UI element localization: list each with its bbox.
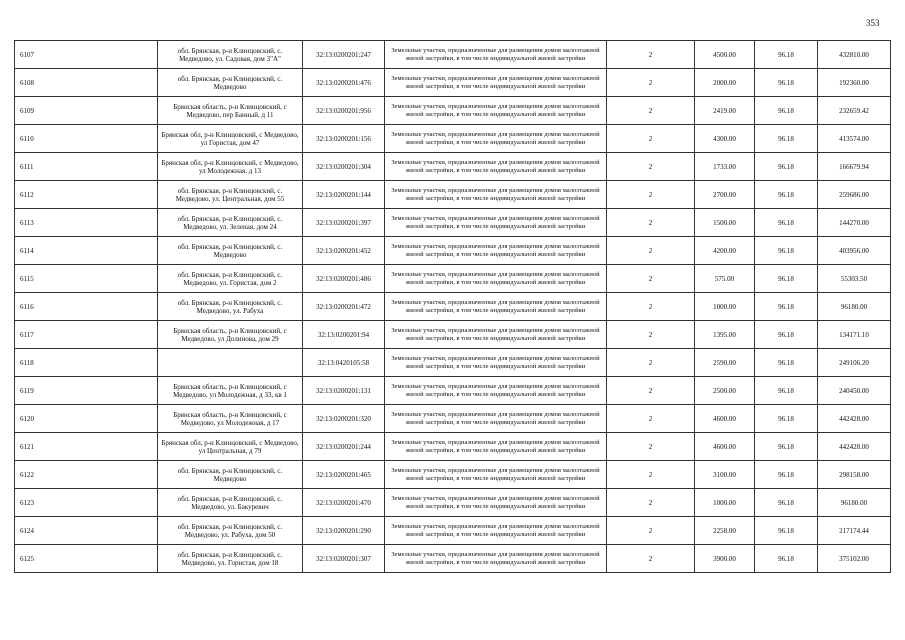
cadastral-value-cell: 96180.00 [818,293,891,321]
group-cell: 2 [607,461,695,489]
unit-rate-cell: 96.18 [755,153,818,181]
permitted-use-cell: Земельные участки, предназначенные для размещения домов малоэтажной жилой застройки, в том числе индивидуальной жилой застройки [385,517,607,545]
unit-rate-cell: 96.18 [755,517,818,545]
area-cell: 2000.00 [695,69,755,97]
group-cell: 2 [607,349,695,377]
table-row [15,405,891,433]
address-cell: Брянская область, р-н Клинцовский, с Медведово, ул Молодежная, д 17 [158,405,303,433]
cadastral-value-cell: 298158.00 [818,461,891,489]
permitted-use-cell: Земельные участки, предназначенные для размещения домов малоэтажной жилой застройки, в том числе индивидуальной жилой застройки [385,265,607,293]
permitted-use-cell: Земельные участки, предназначенные для размещения домов малоэтажной жилой застройки, в том числе индивидуальной жилой застройки [385,153,607,181]
cadastral-number-cell: 32:13:0200201:465 [303,461,385,489]
group-cell: 2 [607,377,695,405]
cadastral-number-cell: 32:13:0200201:397 [303,209,385,237]
cadastral-number-cell: 32:13:0200201:131 [303,377,385,405]
cadastral-value-cell: 240450.00 [818,377,891,405]
row-number-cell: 6125 [15,545,158,573]
group-cell: 2 [607,209,695,237]
cadastral-value-cell: 217174.44 [818,517,891,545]
row-number-cell: 6122 [15,461,158,489]
cadastral-number-cell: 32:13:0200201:244 [303,433,385,461]
permitted-use-cell: Земельные участки, предназначенные для размещения домов малоэтажной жилой застройки, в том числе индивидуальной жилой застройки [385,125,607,153]
permitted-use-cell: Земельные участки, предназначенные для размещения домов малоэтажной жилой застройки, в том числе индивидуальной жилой застройки [385,433,607,461]
address-cell: обл. Брянская, р-н Клинцовский, с. Медведово, ул. Садовая, дом 3"А" [158,41,303,69]
group-cell: 2 [607,265,695,293]
unit-rate-cell: 96.18 [755,461,818,489]
permitted-use-cell: Земельные участки, предназначенные для размещения домов малоэтажной жилой застройки, в том числе индивидуальной жилой застройки [385,349,607,377]
row-number-cell: 6109 [15,97,158,125]
cadastral-number-cell: 32:13:0200201:956 [303,97,385,125]
permitted-use-cell: Земельные участки, предназначенные для размещения домов малоэтажной жилой застройки, в том числе индивидуальной жилой застройки [385,377,607,405]
unit-rate-cell: 96.18 [755,97,818,125]
cadastral-value-cell: 249106.20 [818,349,891,377]
cadastral-value-cell: 166679.94 [818,153,891,181]
group-cell: 2 [607,181,695,209]
table-row [15,293,891,321]
row-number-cell: 6110 [15,125,158,153]
permitted-use-cell: Земельные участки, предназначенные для размещения домов малоэтажной жилой застройки, в том числе индивидуальной жилой застройки [385,209,607,237]
cadastral-number-cell: 32:13:0200201:452 [303,237,385,265]
table-row [15,461,891,489]
cadastral-number-cell: 32:13:0200201:470 [303,489,385,517]
cadastral-number-cell: 32:13:0200201:320 [303,405,385,433]
cadastral-number-cell: 32:13:0200201:94 [303,321,385,349]
group-cell: 2 [607,433,695,461]
permitted-use-cell: Земельные участки, предназначенные для размещения домов малоэтажной жилой застройки, в том числе индивидуальной жилой застройки [385,69,607,97]
table-row [15,377,891,405]
table-row [15,433,891,461]
area-cell: 4600.00 [695,433,755,461]
unit-rate-cell: 96.18 [755,69,818,97]
address-cell: Брянская обл, р-н Клинцовский, с Медведово, ул Молодежная, д 13 [158,153,303,181]
row-number-cell: 6124 [15,517,158,545]
row-number-cell: 6123 [15,489,158,517]
permitted-use-cell: Земельные участки, предназначенные для размещения домов малоэтажной жилой застройки, в том числе индивидуальной жилой застройки [385,181,607,209]
cadastral-value-cell: 55303.50 [818,265,891,293]
row-number-cell: 6108 [15,69,158,97]
cadastral-number-cell: 32:13:0200201:144 [303,181,385,209]
area-cell: 3900.00 [695,545,755,573]
permitted-use-cell: Земельные участки, предназначенные для размещения домов малоэтажной жилой застройки, в том числе индивидуальной жилой застройки [385,97,607,125]
unit-rate-cell: 96.18 [755,237,818,265]
group-cell: 2 [607,517,695,545]
area-cell: 1395.00 [695,321,755,349]
table-row [15,517,891,545]
unit-rate-cell: 96.18 [755,405,818,433]
unit-rate-cell: 96.18 [755,181,818,209]
cadastral-value-table [14,40,891,573]
group-cell: 2 [607,125,695,153]
row-number-cell: 6121 [15,433,158,461]
cadastral-value-cell: 96180.00 [818,489,891,517]
group-cell: 2 [607,153,695,181]
table-row [15,181,891,209]
area-cell: 1500.00 [695,209,755,237]
group-cell: 2 [607,489,695,517]
unit-rate-cell: 96.18 [755,349,818,377]
table-row [15,153,891,181]
cadastral-value-cell: 259686.00 [818,181,891,209]
row-number-cell: 6115 [15,265,158,293]
row-number-cell: 6116 [15,293,158,321]
cadastral-number-cell: 32:13:0200201:472 [303,293,385,321]
area-cell: 2419.00 [695,97,755,125]
table-row [15,237,891,265]
permitted-use-cell: Земельные участки, предназначенные для размещения домов малоэтажной жилой застройки, в том числе индивидуальной жилой застройки [385,405,607,433]
unit-rate-cell: 96.18 [755,489,818,517]
row-number-cell: 6117 [15,321,158,349]
table-row [15,41,891,69]
permitted-use-cell: Земельные участки, предназначенные для размещения домов малоэтажной жилой застройки, в том числе индивидуальной жилой застройки [385,321,607,349]
address-cell: обл. Брянская, р-н Клинцовский, с. Медведово, ул. Гористая, дом 18 [158,545,303,573]
unit-rate-cell: 96.18 [755,377,818,405]
address-cell: обл. Брянская, р-н Клинцовский, с. Медведово, ул. Гористая, дом 2 [158,265,303,293]
permitted-use-cell: Земельные участки, предназначенные для размещения домов малоэтажной жилой застройки, в том числе индивидуальной жилой застройки [385,461,607,489]
group-cell: 2 [607,237,695,265]
group-cell: 2 [607,97,695,125]
cadastral-value-cell: 232659.42 [818,97,891,125]
address-cell: обл. Брянская, р-н Клинцовский, с. Медведово [158,237,303,265]
cadastral-number-cell: 32:13:0420105:58 [303,349,385,377]
address-cell [158,349,303,377]
area-cell: 4500.00 [695,41,755,69]
area-cell: 2700.00 [695,181,755,209]
table-row [15,69,891,97]
area-cell: 4300.00 [695,125,755,153]
group-cell: 2 [607,545,695,573]
unit-rate-cell: 96.18 [755,125,818,153]
area-cell: 2500.00 [695,377,755,405]
table-body [15,41,891,573]
permitted-use-cell: Земельные участки, предназначенные для размещения домов малоэтажной жилой застройки, в том числе индивидуальной жилой застройки [385,41,607,69]
area-cell: 4600.00 [695,405,755,433]
cadastral-number-cell: 32:13:0200201:476 [303,69,385,97]
cadastral-number-cell: 32:13:0200201:156 [303,125,385,153]
unit-rate-cell: 96.18 [755,41,818,69]
row-number-cell: 6113 [15,209,158,237]
group-cell: 2 [607,69,695,97]
group-cell: 2 [607,293,695,321]
permitted-use-cell: Земельные участки, предназначенные для размещения домов малоэтажной жилой застройки, в том числе индивидуальной жилой застройки [385,489,607,517]
table-row [15,321,891,349]
unit-rate-cell: 96.18 [755,545,818,573]
address-cell: Брянская обл, р-н Клинцовский, с Медведово, ул Гористая, дом 47 [158,125,303,153]
area-cell: 4200.00 [695,237,755,265]
unit-rate-cell: 96.18 [755,321,818,349]
table-row [15,209,891,237]
row-number-cell: 6120 [15,405,158,433]
area-cell: 2590.00 [695,349,755,377]
unit-rate-cell: 96.18 [755,209,818,237]
table-row [15,125,891,153]
address-cell: обл. Брянская, р-н Клинцовский, с. Медведово, ул. Зеленая, дом 24 [158,209,303,237]
address-cell: Брянская обл, р-н Клинцовский, с Медведово, ул Центральная, д 79 [158,433,303,461]
permitted-use-cell: Земельные участки, предназначенные для размещения домов малоэтажной жилой застройки, в том числе индивидуальной жилой застройки [385,545,607,573]
cadastral-value-cell: 432810.00 [818,41,891,69]
area-cell: 1000.00 [695,293,755,321]
address-cell: Брянская область, р-н Клинцовский, с Медведово, пер Банный, д 11 [158,97,303,125]
table-row [15,349,891,377]
group-cell: 2 [607,41,695,69]
table-row [15,97,891,125]
address-cell: обл. Брянская, р-н Клинцовский, с. Медведово, ул. Рабуха, дом 50 [158,517,303,545]
table-row [15,545,891,573]
address-cell: обл. Брянская, р-н Клинцовский, с. Медведово [158,69,303,97]
cadastral-value-cell: 144270.00 [818,209,891,237]
area-cell: 1000.00 [695,489,755,517]
table-row [15,489,891,517]
permitted-use-cell: Земельные участки, предназначенные для размещения домов малоэтажной жилой застройки, в том числе индивидуальной жилой застройки [385,293,607,321]
cadastral-value-cell: 134171.10 [818,321,891,349]
page-number: 353 [866,18,880,28]
address-cell: обл. Брянская, р-н Клинцовский, с. Медведово, ул. Рабуха [158,293,303,321]
row-number-cell: 6112 [15,181,158,209]
area-cell: 3100.00 [695,461,755,489]
address-cell: Брянская область, р-н Клинцовский, с Медведово, ул Долинова, дом 29 [158,321,303,349]
address-cell: обл. Брянская, р-н Клинцовский, с. Медведово, ул. Бакуревич [158,489,303,517]
row-number-cell: 6118 [15,349,158,377]
unit-rate-cell: 96.18 [755,293,818,321]
cadastral-value-cell: 413574.00 [818,125,891,153]
row-number-cell: 6111 [15,153,158,181]
row-number-cell: 6107 [15,41,158,69]
unit-rate-cell: 96.18 [755,265,818,293]
cadastral-value-cell: 375102.00 [818,545,891,573]
permitted-use-cell: Земельные участки, предназначенные для размещения домов малоэтажной жилой застройки, в том числе индивидуальной жилой застройки [385,237,607,265]
address-cell: обл. Брянская, р-н Клинцовский, с. Медведово, ул. Центральная, дом 55 [158,181,303,209]
cadastral-value-cell: 442428.00 [818,433,891,461]
cadastral-value-cell: 442428.00 [818,405,891,433]
cadastral-value-cell: 192360.00 [818,69,891,97]
cadastral-number-cell: 32:13:0200201:307 [303,545,385,573]
area-cell: 1733.00 [695,153,755,181]
group-cell: 2 [607,405,695,433]
address-cell: Брянская область, р-н Клинцовский, с Медведово, ул Молодежная, д 33, кв 1 [158,377,303,405]
table-row [15,265,891,293]
area-cell: 575.00 [695,265,755,293]
cadastral-number-cell: 32:13:0200201:304 [303,153,385,181]
row-number-cell: 6114 [15,237,158,265]
group-cell: 2 [607,321,695,349]
area-cell: 2258.00 [695,517,755,545]
cadastral-value-cell: 403956.00 [818,237,891,265]
unit-rate-cell: 96.18 [755,433,818,461]
row-number-cell: 6119 [15,377,158,405]
cadastral-number-cell: 32:13:0200201:486 [303,265,385,293]
address-cell: обл. Брянская, р-н Клинцовский, с. Медведово [158,461,303,489]
cadastral-number-cell: 32:13:0200201:290 [303,517,385,545]
cadastral-number-cell: 32:13:0200201:247 [303,41,385,69]
